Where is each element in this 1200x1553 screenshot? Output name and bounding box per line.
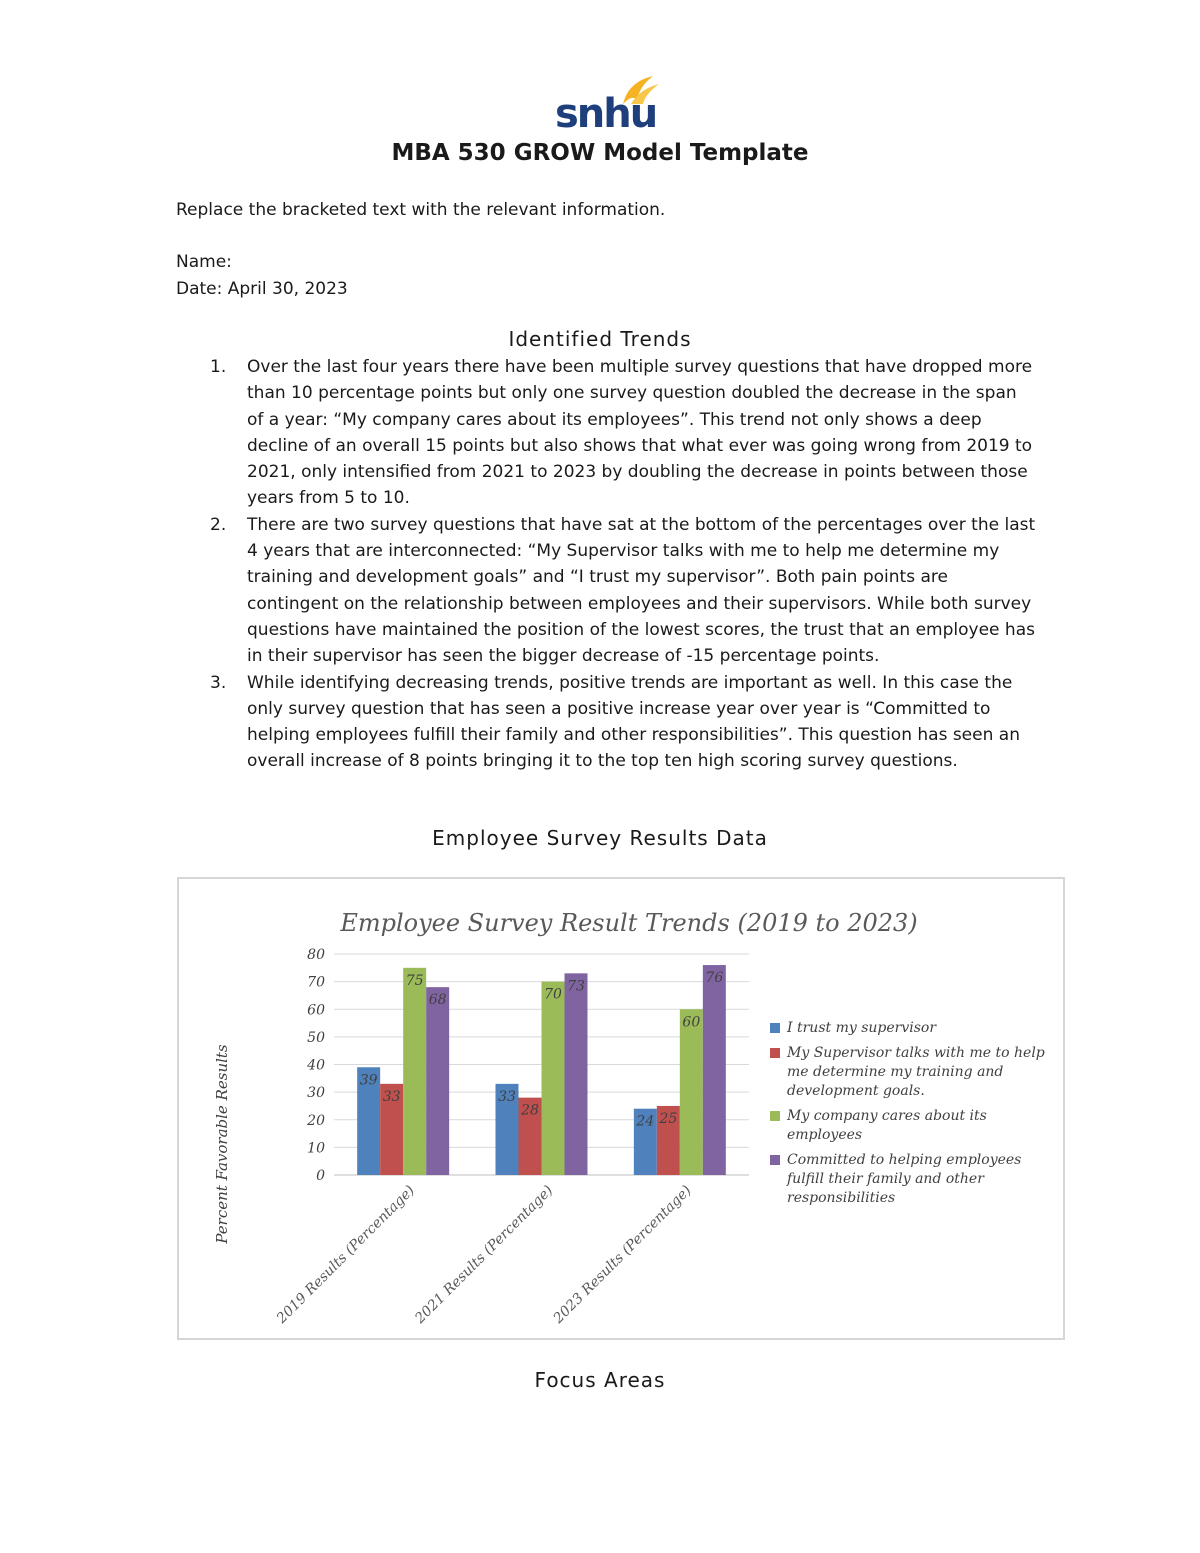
survey-chart [177,877,1065,1340]
list-item [176,670,1036,775]
survey-heading: Employee Survey Results Data [432,826,768,850]
data-label: 73 [567,978,585,995]
data-label: 68 [428,992,447,1009]
date-label: Date: April 30, 2023 [176,279,348,299]
data-label: 75 [405,972,424,989]
x-tick-label: 2019 Results (Percentage) [273,1182,418,1327]
legend-label: My company cares about its employees [787,1108,987,1143]
y-tick-label: 40 [307,1057,325,1074]
y-tick-label: 50 [307,1029,325,1046]
chart-title: Employee Survey Result Trends (2019 to 2023) [340,909,918,937]
snhu-logo [555,74,657,137]
page-title: MBA 530 GROW Model Template [391,140,809,166]
legend-label: My Supervisor talks with me to help me determine my training and development goals. [787,1045,1045,1099]
trends-list [176,354,1036,775]
list-item-text: Over the last four years there have been multiple survey questions that have dropped more than 10 percentage points but only one survey question doubled the decrease in the span of a year: “My company cares about its employees”. This trend not only shows a deep decline of an overall 15 points but also shows that what ever was going wrong from 2019 to 2021, only intensified from 2021 to 2023 by doubling the decrease in points between those years from 5 to 10. [247,357,1033,509]
data-label: 39 [359,1072,378,1089]
bar [703,965,726,1175]
bar [565,973,588,1175]
bar [680,1009,703,1175]
chart-legend [769,1019,1059,1214]
instruction-text: Replace the bracketed text with the relevant information. [176,200,666,220]
legend-label: Committed to helping employees fulfill their family and other responsibilities [787,1152,1022,1206]
data-label: 28 [521,1102,539,1119]
data-label: 60 [682,1014,701,1031]
data-label: 25 [659,1110,678,1127]
data-label: 33 [498,1088,516,1105]
bar [542,982,565,1175]
x-tick-label: 2023 Results (Percentage) [550,1182,695,1327]
legend-item [769,1044,1059,1101]
list-number: 3. [210,672,227,693]
y-axis-label: Percent Favorable Results [213,1044,231,1244]
legend-swatch [770,1111,780,1121]
data-label: 70 [544,986,562,1003]
trends-heading: Identified Trends [508,327,692,351]
y-tick-label: 30 [307,1085,325,1102]
list-number: 1. [210,357,227,377]
snhu-wordmark: snhu [555,91,657,137]
name-label: Name: [176,252,232,272]
y-tick-label: 60 [307,1002,325,1019]
y-tick-label: 0 [316,1168,325,1184]
legend-swatch [770,1048,780,1058]
legend-swatch [770,1023,780,1033]
legend-label: I trust my supervisor [787,1020,937,1036]
list-item [176,354,1036,512]
data-label: 76 [705,970,724,987]
list-item-text: While identifying decreasing trends, positive trends are important as well. In this case the only survey question that has seen a positive increase year over year is “Committed to helping employees fulfill their family and other responsibilities”. This question has seen an overall increase of 8 points bringing it to the top ten high scoring survey questions. [247,672,1020,772]
legend-item [769,1019,1059,1038]
data-label: 33 [382,1088,401,1105]
y-tick-label: 80 [307,947,325,963]
legend-item [769,1107,1059,1145]
legend-swatch [770,1155,780,1165]
list-item-text: There are two survey questions that have sat at the bottom of the percentages over the last 4 years that are interconnected: “My Supervisor talks with me to help me determine my training and development goals” and “I trust my supervisor”. Both pain points are contingent on the relationship between employees and their supervisors. While both survey questions have maintained the position of the lowest scores, the trust that an employee has in their supervisor has seen the bigger decrease of -15 percentage points. [247,514,1036,667]
list-number: 2. [210,514,227,535]
x-tick-label: 2021 Results (Percentage) [412,1182,557,1327]
bar [426,987,449,1175]
y-tick-label: 20 [307,1112,325,1129]
focus-heading: Focus Areas [534,1368,666,1392]
y-tick-label: 10 [307,1140,325,1157]
list-item [176,512,1036,670]
legend-item [769,1151,1059,1208]
bar [403,968,426,1175]
y-tick-label: 70 [307,974,325,991]
data-label: 24 [636,1113,655,1130]
